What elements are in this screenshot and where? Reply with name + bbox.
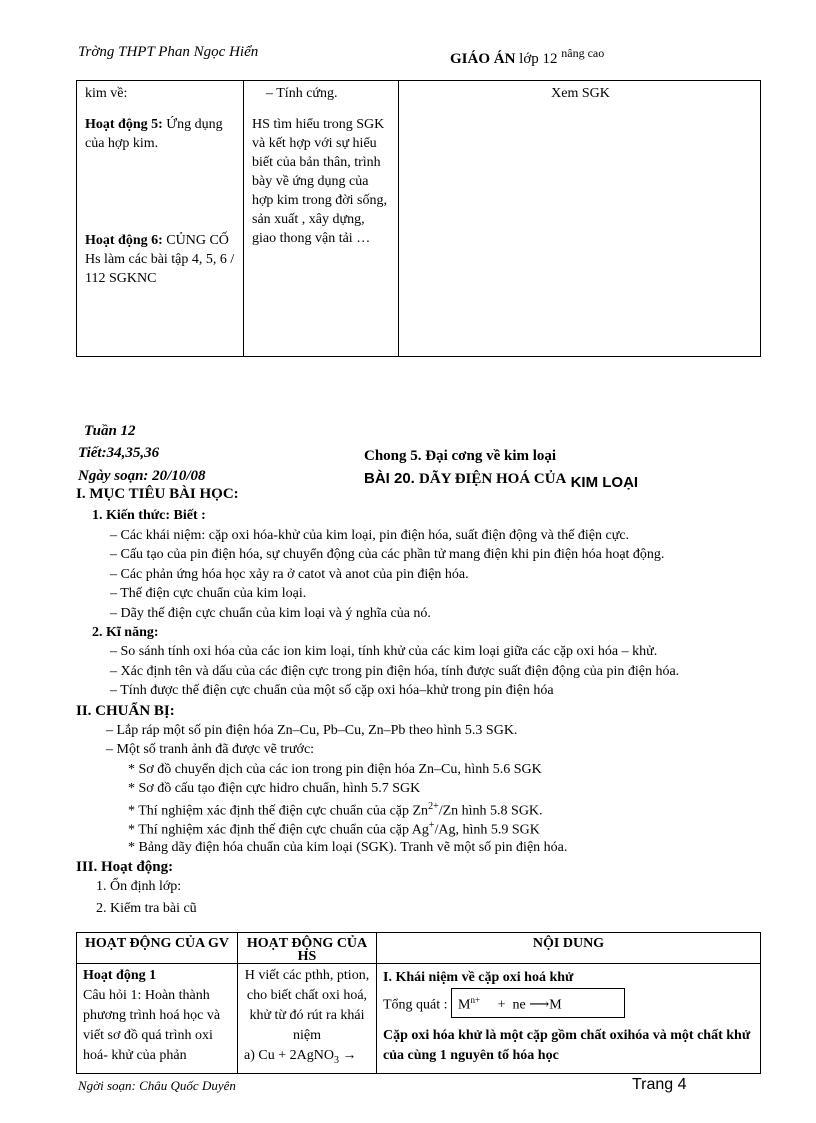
ion-charge: + <box>428 820 435 831</box>
content-cell <box>377 964 761 1074</box>
gv-cell <box>77 964 238 1074</box>
grade: lớp 12 <box>519 51 558 67</box>
knowledge-item: – Các phản ứng hóa học xảy ra ở catot và anot của pin điện hóa. <box>110 567 469 582</box>
knowledge-item: – Các khái niệm: cặp oxi hóa-khử của kim loại, pin điện hóa, suất điện động và thế điện cực. <box>110 528 630 543</box>
general-formula-row <box>383 988 754 1018</box>
subsection-skills: 2. Kĩ năng: <box>92 625 159 640</box>
hs-text: H viết các pthh, ption, cho biết chất oxi hoá, khử từ đó rút ra khái niệm <box>244 968 370 1043</box>
header-gv: HOẠT ĐỘNG CỦA GV <box>77 933 238 964</box>
general-label: Tổng quát : <box>383 997 448 1013</box>
level: nâng cao <box>561 46 605 60</box>
week: Tuần 12 <box>84 423 136 439</box>
prep-date: Ngày soạn: 20/10/08 <box>78 468 206 484</box>
gv-question: Câu hỏi 1: Hoàn thành phương trình hoá học và viết sơ đồ quá trình oxi hoá- khử của phản <box>83 988 221 1063</box>
hs-column <box>244 81 399 357</box>
activity-table-continued <box>76 80 761 357</box>
ion-charge: 2+ <box>428 801 439 812</box>
prep-item: – Một số tranh ảnh đã được vẽ trước: <box>106 742 315 757</box>
arrow-icon: ⟶ <box>529 997 550 1013</box>
formula-metal: M <box>458 997 471 1013</box>
gv-cont-text: kim về: <box>85 86 128 101</box>
formula-electrons: + ne <box>480 997 530 1013</box>
doc-type: GIÁO ÁN <box>450 51 516 67</box>
prep-star-item: * Sơ đồ chuyển dịch của các ion trong pin điện hóa Zn–Cu, hình 5.6 SGK <box>128 762 542 777</box>
prep-star-text: * Thí nghiệm xác định thế điện cực chuẩn của cặp Ag <box>128 822 429 838</box>
content-column <box>399 81 761 357</box>
prep-star-text: /Zn hình 5.8 SGK. <box>438 803 543 819</box>
redox-definition: Cặp oxi hóa khử là một cặp gồm chất oxihóa và một chất khử của cùng 1 nguyên tố hóa học <box>383 1027 751 1063</box>
section-activities: III. Hoạt động: <box>76 859 174 875</box>
header-hs: HOẠT ĐỘNG CỦA HS <box>238 933 377 964</box>
equation-subscript: 3 <box>333 1054 339 1066</box>
general-formula <box>451 988 625 1018</box>
gv-activity-title: Hoạt động 1 <box>83 968 157 983</box>
prep-star-text: /Ag, hình 5.9 SGK <box>434 822 540 838</box>
content-title: I. Khái niệm về cặp oxi hoá khử <box>383 970 574 985</box>
knowledge-item: – Dãy thế điện cực chuẩn của kim loại và ý nghĩa của nó. <box>110 606 431 621</box>
activity-5 <box>85 115 237 153</box>
knowledge-item: – Cấu tạo của pin điện hóa, sự chuyển động của các phần tử mang điện khi pin điện hóa hoạt động. <box>110 547 665 562</box>
equation-text: a) Cu + 2AgNO <box>244 1048 334 1063</box>
section-preparation: II. CHUẨN BỊ: <box>76 703 175 719</box>
skill-item: – So sánh tính oxi hóa của các ion kim loại, tính khử của các kim loại giữa các cặp oxi hóa – khử. <box>110 644 658 659</box>
formula-product: M <box>549 997 562 1013</box>
activity-step: 2. Kiểm tra bài cũ <box>96 901 197 916</box>
content-text: Xem SGK <box>551 86 610 101</box>
lesson-name: DÃY ĐIỆN HOÁ CỦA <box>419 471 567 487</box>
lesson-number: BÀI 20. <box>364 470 415 487</box>
hs-text: HS tìm hiểu trong SGK và kết hợp với sự hiểu biết của bản thân, trình bày về ứng dụng của hợp kim trong đời sống, sản xuất , xây dựng, giao thong vận tải … <box>252 117 387 246</box>
prep-star-item: * Sơ đồ cấu tạo điện cực hidro chuẩn, hình 5.7 SGK <box>128 781 421 796</box>
header-content: NỘI DUNG <box>377 933 761 964</box>
formula-charge: n+ <box>470 995 481 1005</box>
prep-star-item <box>128 801 543 820</box>
activity-6 <box>85 231 237 288</box>
page-number: Trang 4 <box>632 1076 687 1093</box>
gv-column <box>77 81 244 357</box>
lesson-body <box>76 486 776 926</box>
activity-6-title: Hoạt động 6: <box>85 233 163 248</box>
activity-table <box>76 932 761 1074</box>
hs-cell <box>238 964 377 1074</box>
skill-item: – Tính được thế điện cực chuẩn của một số cặp oxi hóa–khử trong pin điện hóa <box>110 683 554 698</box>
prep-star-text: * Thí nghiệm xác định thế điện cực chuẩn của cặp Zn <box>128 803 429 819</box>
header-title <box>450 46 604 68</box>
prep-star-item: * Bảng dãy điện hóa chuẩn của kim loại (SGK). Tranh vẽ một số pin điện hóa. <box>128 840 568 855</box>
activity-6-text: CỦNG CỐ Hs làm các bài tập 4, 5, 6 / 112 SGKNC <box>85 233 235 286</box>
footer-author: Ngời soạn: Châu Quốc Duyên <box>78 1078 236 1093</box>
equation-arrow: → <box>338 1048 357 1063</box>
hs-cont-text: – Tính cứng. <box>266 86 338 101</box>
header-school: Trờng THPT Phan Ngọc Hiển <box>78 44 259 60</box>
period: Tiết:34,35,36 <box>78 445 160 461</box>
subsection-knowledge: 1. Kiến thức: Biết : <box>92 508 206 523</box>
lesson-name-2: KIM LOẠI <box>570 474 639 491</box>
prep-item: – Lắp ráp một số pin điện hóa Zn–Cu, Pb–Cu, Zn–Pb theo hình 5.3 SGK. <box>106 723 518 738</box>
knowledge-item: – Thế điện cực chuẩn của kim loại. <box>110 586 307 601</box>
activity-5-title: Hoạt động 5: <box>85 117 163 132</box>
activity-5-text: Ứng dụng của hợp kim. <box>85 117 223 151</box>
prep-star-item <box>128 820 540 839</box>
activity-step: 1. Ổn định lớp: <box>96 879 182 894</box>
section-objectives: I. MỤC TIÊU BÀI HỌC: <box>76 486 239 502</box>
hs-equation <box>244 1046 370 1071</box>
skill-item: – Xác định tên và dấu của các điện cực trong pin điện hóa, tính được suất điện động của pin điện hóa. <box>110 664 680 679</box>
chapter-title: Chong 5. Đại cơng về kim loại <box>364 448 557 464</box>
